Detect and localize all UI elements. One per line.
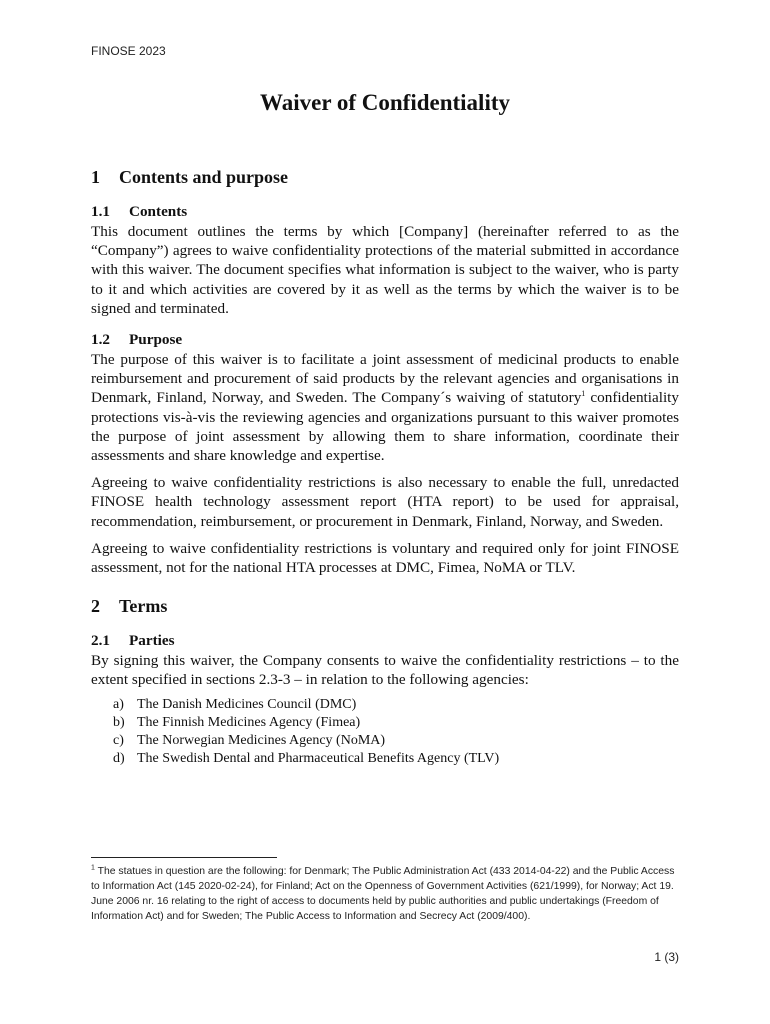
footnote-text: The statues in question are the following: for Denmark; The Public Administration Act (433 2014-04-22) and the Public Access to Information Act (145 2020-02-24), for Finland; Act on the Openness of Government Activities (621/1999), for Norway; Act 19. June 2006 nr. 16 relating to the right of access to documents held by public authorities and public undertakings (Freedom of Information Act) and for Sweden; The Public Access to Information and Secrecy Act (2009/400). xyxy=(91,866,675,923)
list-marker: b) xyxy=(113,714,125,730)
subsection-1-2-heading xyxy=(91,330,679,350)
list-item-text: The Swedish Dental and Pharmaceutical Benefits Agency (TLV) xyxy=(137,751,500,767)
running-header: FINOSE 2023 xyxy=(91,44,166,58)
list-marker: a) xyxy=(113,696,124,712)
purpose-paragraph-1 xyxy=(91,350,679,465)
list-item-text: The Finnish Medicines Agency (Fimea) xyxy=(137,714,361,730)
subsection-number: 1.1 xyxy=(91,203,110,220)
footnote-reference: 1 xyxy=(581,389,586,399)
footnote-separator xyxy=(91,857,277,858)
document-body xyxy=(91,164,679,768)
agencies-list xyxy=(91,696,679,769)
list-item xyxy=(113,750,679,768)
section-number: 1 xyxy=(91,167,100,187)
purpose-paragraph-3: Agreeing to waive confidentiality restrictions is voluntary and required only for joint FINOSE assessment, not for the national HTA processes at DMC, Fimea, NoMA or TLV. xyxy=(91,539,679,577)
section-title: Terms xyxy=(119,596,168,617)
list-item xyxy=(113,714,679,732)
subsection-title: Purpose xyxy=(129,331,183,349)
parties-paragraph: By signing this waiver, the Company consents to waive the confidentiality restrictions – to the extent specified in sections 2.3-3 – in relation to the following agencies: xyxy=(91,652,679,689)
section-2-heading xyxy=(91,593,679,619)
list-marker: d) xyxy=(113,751,125,767)
subsection-number: 2.1 xyxy=(91,632,110,650)
purpose-text-after: confidentiality protections vis-à-vis the reviewing agencies and organizations pursuant to this waiver promotes the purpose of joint assessment by allowing them to share information, coordinate their assessments and share knowledge and expertise. xyxy=(91,389,679,465)
contents-paragraph: This document outlines the terms by which [Company] (hereinafter referred to as the “Company”) agrees to waive confidentiality protections of the material submitted in accordance with this waiver. The document specifies what information is subject to the waiver, who is party to it and which activities are covered by it as well as the terms by which the waiver is to be signed and terminated. xyxy=(91,223,679,317)
list-item-text: The Danish Medicines Council (DMC) xyxy=(137,696,357,712)
subsection-2-1-heading xyxy=(91,631,679,651)
subsection-number: 1.2 xyxy=(91,331,110,349)
subsection-1-1-heading xyxy=(91,202,679,222)
page-number: 1 (3) xyxy=(654,950,679,964)
subsection-title: Contents xyxy=(129,203,188,220)
document-title: Waiver of Confidentiality xyxy=(259,90,510,115)
footnote xyxy=(91,864,681,924)
section-1-heading xyxy=(91,164,679,190)
list-item xyxy=(113,696,679,714)
footnote-marker: 1 xyxy=(91,864,95,872)
purpose-text-before: The purpose of this waiver is to facilitate a joint assessment of medicinal products to enable reimbursement and procurement of said products by the relevant agencies and organisations in Denmark, Finland, Norway, and Sweden. The Company´s waiving of statutory xyxy=(91,351,679,407)
purpose-paragraph-2: Agreeing to waive confidentiality restrictions is also necessary to enable the full, unredacted FINOSE health technology assessment report (HTA report) to be used for appraisal, recommendation, reimbursement, or procurement in Denmark, Finland, Norway, and Sweden. xyxy=(91,474,679,530)
list-item xyxy=(113,732,679,750)
section-number: 2 xyxy=(91,596,100,617)
list-marker: c) xyxy=(113,733,124,749)
subsection-title: Parties xyxy=(129,632,175,650)
section-title: Contents and purpose xyxy=(119,167,289,187)
list-item-text: The Norwegian Medicines Agency (NoMA) xyxy=(137,733,386,749)
